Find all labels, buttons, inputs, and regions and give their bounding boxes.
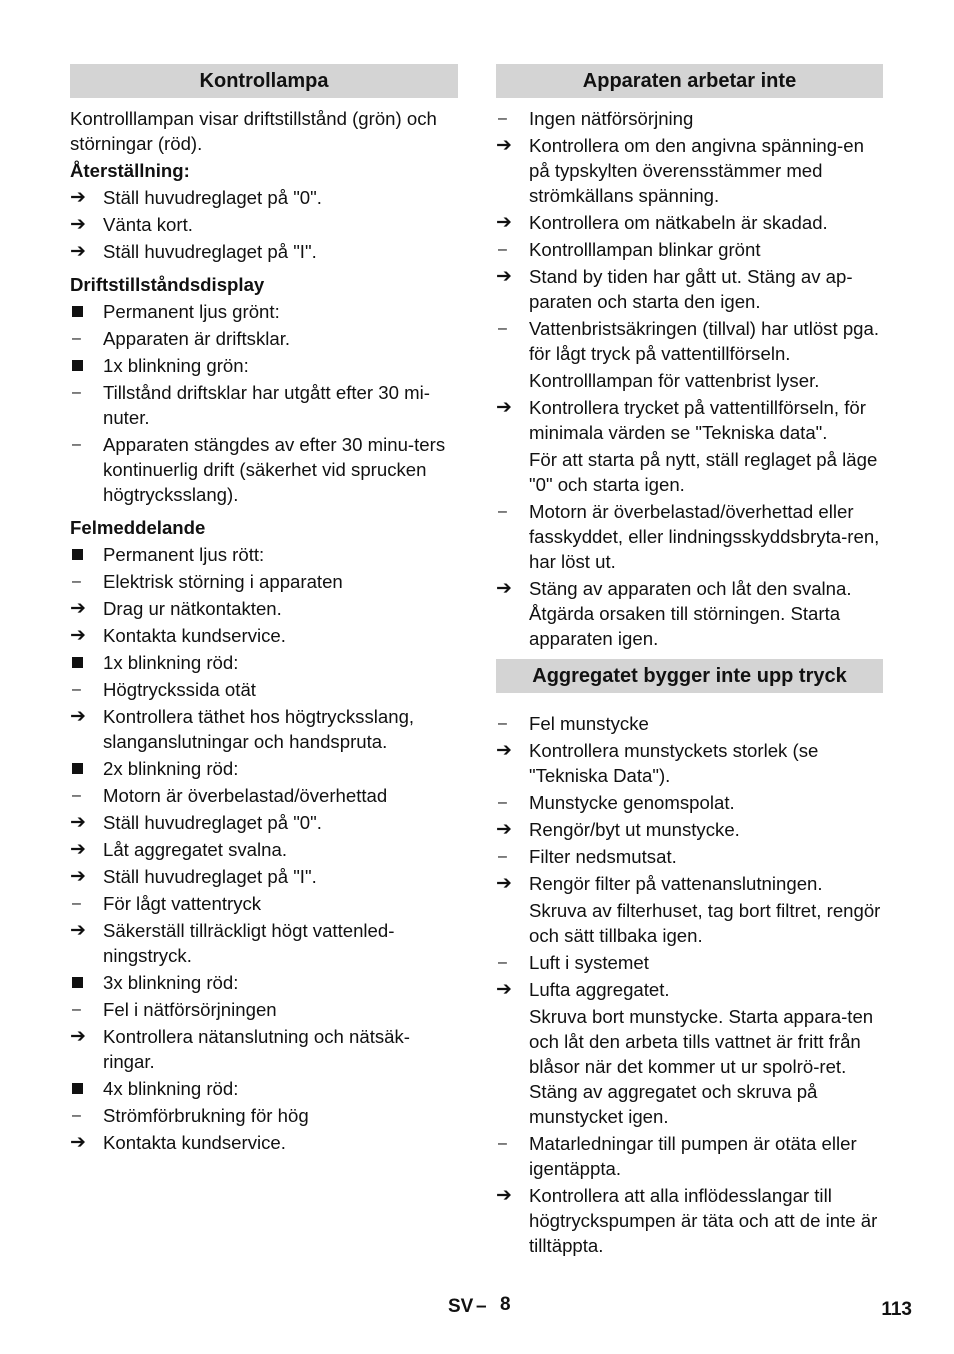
arrow-right-icon: ➔: [496, 212, 512, 233]
list-item-text: Kontakta kundservice.: [103, 1132, 286, 1153]
arrow-right-icon: ➔: [70, 214, 86, 235]
page-number: 113: [881, 1299, 912, 1320]
dash-bullet-icon: –: [498, 110, 507, 127]
list-item-text: Fel munstycke: [529, 713, 649, 734]
list-item: [496, 1131, 883, 1181]
list-item: [496, 817, 883, 842]
list-item: [496, 711, 883, 736]
list-item: [496, 844, 883, 869]
dash-bullet-icon: –: [72, 787, 81, 804]
list-item: [496, 237, 883, 262]
list-item-text: 2x blinkning röd:: [103, 758, 239, 779]
arrow-right-icon: ➔: [496, 397, 512, 418]
list-item: [496, 264, 883, 314]
list-item: [70, 756, 458, 781]
list-item: [70, 432, 458, 507]
arrow-right-icon: ➔: [70, 625, 86, 646]
list-item-text: Apparaten stängdes av efter 30 minu-ters kontinuerlig drift (säkerhet vid sprucken högtrycksslang).: [103, 434, 446, 505]
list-item-text: Kontrollera att alla inflödesslangar till högtryckspumpen är täta och att de inte är tilltäppta.: [529, 1185, 878, 1256]
list-item-text: Stäng av apparaten och låt den svalna. Åtgärda orsaken till störningen. Starta apparaten igen.: [529, 578, 852, 649]
list-item-text: Ställ huvudreglaget på "I".: [103, 241, 317, 262]
list-item: [496, 898, 883, 948]
list-item: [496, 106, 883, 131]
list-item-text: Rengör/byt ut munstycke.: [529, 819, 740, 840]
list-item: [70, 704, 458, 754]
subheading: [70, 158, 458, 183]
dash-bullet-icon: –: [498, 794, 507, 811]
footer-section-page: 8: [500, 1294, 511, 1315]
list-item: [496, 210, 883, 235]
list-item-text: Ställ huvudreglaget på "0".: [103, 812, 322, 833]
list-item-text: Kontrollera trycket på vattentillförseln, för minimala värden se "Tekniska data".: [529, 397, 866, 443]
arrow-right-icon: ➔: [70, 187, 86, 208]
dash-bullet-icon: –: [72, 681, 81, 698]
list-item-text: Drag ur nätkontakten.: [103, 598, 282, 619]
dash-bullet-icon: –: [498, 241, 507, 258]
section-heading-apparaten-arbetar-inte: Apparaten arbetar inte: [496, 64, 883, 98]
list-item: [496, 576, 883, 651]
list-item: [496, 790, 883, 815]
list-item: [496, 133, 883, 208]
list-item-text: Kontrollera täthet hos högtrycksslang, slanganslutningar och handspruta.: [103, 706, 415, 752]
list-item-text: Motorn är överbelastad/överhettad: [103, 785, 388, 806]
list-item: [496, 395, 883, 445]
list-item-text: Vänta kort.: [103, 214, 193, 235]
list-item: [70, 299, 458, 324]
list-item: [496, 499, 883, 574]
dash-bullet-icon: –: [498, 503, 507, 520]
list-item: [70, 997, 458, 1022]
list-item-text: Högtryckssida otät: [103, 679, 256, 700]
arrow-right-icon: ➔: [496, 979, 512, 1000]
list-item: [496, 738, 883, 788]
list-item-text: Ställ huvudreglaget på "I".: [103, 866, 317, 887]
left-column: [70, 64, 458, 1157]
list-item-text: 3x blinkning röd:: [103, 972, 239, 993]
list-item: [70, 970, 458, 995]
subheading: [70, 515, 458, 540]
list-item: [496, 447, 883, 497]
arrow-right-icon: ➔: [496, 578, 512, 599]
list-item: [70, 542, 458, 567]
arrow-right-icon: ➔: [496, 266, 512, 287]
list-item-text: Fel i nätförsörjningen: [103, 999, 277, 1020]
paragraph: [70, 106, 458, 156]
list-item-text: Ingen nätförsörjning: [529, 108, 694, 129]
list-item-text: Apparaten är driftsklar.: [103, 328, 291, 349]
subheading: [70, 272, 458, 297]
list-item: [496, 1183, 883, 1258]
right-list-2: [496, 711, 883, 1258]
list-item-text: Kontrolllampan visar driftstillstånd (grön) och störningar (röd).: [70, 108, 437, 154]
dash-bullet-icon: –: [72, 436, 81, 453]
list-item-text: Permanent ljus grönt:: [103, 301, 280, 322]
arrow-right-icon: ➔: [70, 1132, 86, 1153]
right-column: [496, 64, 883, 1260]
arrow-right-icon: ➔: [496, 135, 512, 156]
list-item: [496, 316, 883, 366]
dash-bullet-icon: –: [72, 330, 81, 347]
arrow-right-icon: ➔: [70, 598, 86, 619]
dash-bullet-icon: –: [498, 320, 507, 337]
arrow-right-icon: ➔: [70, 812, 86, 833]
list-item: [496, 950, 883, 975]
footer-separator: –: [476, 1296, 487, 1317]
list-item: [70, 918, 458, 968]
list-item: [496, 871, 883, 896]
list-item-text: Strömförbrukning för hög: [103, 1105, 309, 1126]
list-item-text: Återställning:: [70, 160, 190, 181]
arrow-right-icon: ➔: [70, 241, 86, 262]
list-item-text: Filter nedsmutsat.: [529, 846, 677, 867]
list-item-text: Kontrollera om den angivna spänning-en på typskylten överensstämmer med strömkällans spänning.: [529, 135, 864, 206]
section-heading-kontrollampa: Kontrollampa: [70, 64, 458, 98]
left-list: [70, 106, 458, 1155]
list-item-text: Kontrollera nätanslutning och nätsäk-ringar.: [103, 1026, 410, 1072]
list-item: [496, 368, 883, 393]
list-item-text: Kontrollera om nätkabeln är skadad.: [529, 212, 828, 233]
list-item-text: Stand by tiden har gått ut. Stäng av ap-paraten och starta den igen.: [529, 266, 853, 312]
list-item: [70, 212, 458, 237]
arrow-right-icon: ➔: [496, 819, 512, 840]
dash-bullet-icon: –: [498, 954, 507, 971]
arrow-right-icon: ➔: [70, 866, 86, 887]
list-item: [70, 239, 458, 264]
list-item: [70, 810, 458, 835]
list-item: [70, 891, 458, 916]
dash-bullet-icon: –: [72, 384, 81, 401]
list-item-text: Kontrolllampan för vattenbrist lyser.: [529, 370, 820, 391]
list-item: [70, 1076, 458, 1101]
dash-bullet-icon: –: [498, 1135, 507, 1152]
list-item: [70, 569, 458, 594]
arrow-right-icon: ➔: [496, 873, 512, 894]
list-item: [70, 783, 458, 808]
list-item: [496, 977, 883, 1002]
section-heading-aggregatet: Aggregatet bygger inte upp tryck: [496, 659, 883, 693]
list-item-text: Låt aggregatet svalna.: [103, 839, 288, 860]
list-item-text: För att starta på nytt, ställ reglaget på läge "0" och starta igen.: [529, 449, 878, 495]
arrow-right-icon: ➔: [496, 1185, 512, 1206]
list-item-text: Kontrollera munstyckets storlek (se "Tekniska Data").: [529, 740, 819, 786]
list-item: [70, 596, 458, 621]
dash-bullet-icon: –: [72, 1001, 81, 1018]
arrow-right-icon: ➔: [70, 1026, 86, 1047]
dash-bullet-icon: –: [72, 1107, 81, 1124]
list-item-text: Kontrolllampan blinkar grönt: [529, 239, 761, 260]
arrow-right-icon: ➔: [496, 740, 512, 761]
list-item: [70, 353, 458, 378]
list-item-text: Kontakta kundservice.: [103, 625, 286, 646]
list-item-text: Elektrisk störning i apparaten: [103, 571, 343, 592]
list-item-text: För lågt vattentryck: [103, 893, 262, 914]
dash-bullet-icon: –: [72, 573, 81, 590]
list-item-text: Permanent ljus rött:: [103, 544, 265, 565]
right-list-1: [496, 106, 883, 651]
list-item-text: Lufta aggregatet.: [529, 979, 670, 1000]
arrow-right-icon: ➔: [70, 839, 86, 860]
list-item-text: Driftstillståndsdisplay: [70, 274, 265, 295]
dash-bullet-icon: –: [72, 895, 81, 912]
arrow-right-icon: ➔: [70, 920, 86, 941]
list-item: [70, 1103, 458, 1128]
list-item-text: Matarledningar till pumpen är otäta eller igentäppta.: [529, 1133, 857, 1179]
list-item: [70, 380, 458, 430]
list-item: [70, 677, 458, 702]
list-item: [70, 623, 458, 648]
list-item: [70, 326, 458, 351]
list-item-text: Motorn är överbelastad/överhettad eller fasskyddet, eller lindningsskyddsbryta-ren, har löst ut.: [529, 501, 880, 572]
list-item-text: Skruva bort munstycke. Starta appara-ten och låt den arbeta tills vattnet är fritt från blåsor när det kommer ut ur spolrö-ret. Stäng av aggregatet och skruva på munstycket igen.: [529, 1006, 874, 1127]
list-item-text: Luft i systemet: [529, 952, 649, 973]
list-item-text: Felmeddelande: [70, 517, 206, 538]
dash-bullet-icon: –: [498, 848, 507, 865]
list-item: [70, 1024, 458, 1074]
list-item: [70, 837, 458, 862]
footer-language: SV: [448, 1296, 474, 1317]
list-item-text: 1x blinkning grön:: [103, 355, 249, 376]
list-item-text: Vattenbristsäkringen (tillval) har utlöst pga. för lågt tryck på vattentillförseln.: [529, 318, 880, 364]
list-item-text: Rengör filter på vattenanslutningen.: [529, 873, 823, 894]
list-item-text: 1x blinkning röd:: [103, 652, 239, 673]
list-item: [70, 864, 458, 889]
arrow-right-icon: ➔: [70, 706, 86, 727]
list-item: [70, 185, 458, 210]
list-item: [70, 650, 458, 675]
dash-bullet-icon: –: [498, 715, 507, 732]
list-item-text: Tillstånd driftsklar har utgått efter 30 mi-nuter.: [103, 382, 430, 428]
list-item-text: 4x blinkning röd:: [103, 1078, 239, 1099]
list-item: [496, 1004, 883, 1129]
list-item-text: Skruva av filterhuset, tag bort filtret, rengör och sätt tillbaka igen.: [529, 900, 881, 946]
list-item-text: Ställ huvudreglaget på "0".: [103, 187, 322, 208]
list-item-text: Munstycke genomspolat.: [529, 792, 735, 813]
list-item: [70, 1130, 458, 1155]
list-item-text: Säkerställ tillräckligt högt vattenled-ningstryck.: [103, 920, 395, 966]
